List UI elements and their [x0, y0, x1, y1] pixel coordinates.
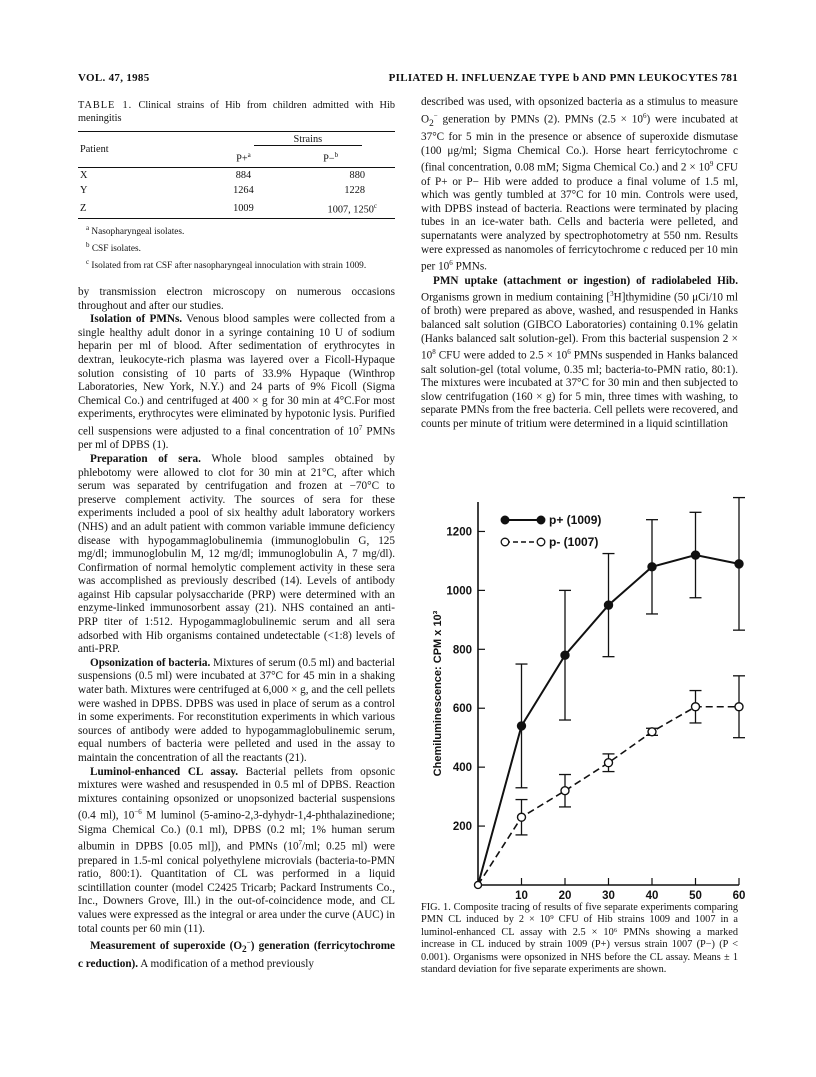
data-point-p-minus [605, 759, 613, 767]
paragraph-opsonization: Opsonization of bacteria. Mixtures of serum (0.5 ml) and bacterial suspensions (0.5 ml) were incubated at 37°C for 45 min in a shaking water bath. Mixtures were centrifuged at 6,000 × g, and the cell pellets were washed in DPBS. DPBS was used in place of serum as a control in some experiments. For reconstitution experiments in which various sources of antibody were added to hypogammaglobulinemic serum, equal numbers of bacteria were pelleted and used in the assay to maintain the concentration of all the reactants (21). [78, 656, 395, 765]
x-tick-label: 60 [732, 890, 746, 902]
y-tick-label: 600 [452, 703, 472, 716]
data-point-p-plus [735, 560, 743, 568]
cl-chart [421, 492, 751, 902]
paragraph: by transmission electron microscopy on numerous occasions throughout and after our studies. [78, 286, 395, 312]
data-point-p-plus [518, 722, 526, 730]
page-number: 781 [720, 72, 738, 84]
data-point-p-plus [692, 551, 700, 559]
col-strains: Strains [221, 132, 395, 148]
x-tick-label: 50 [689, 890, 702, 902]
table1-footnotes: $^a$ Nasopharyngeal isolates. $^b$ CSF isolates. $^c$ Isolated from rat CSF after nasopharyngeal innoculation with strain 1009. [86, 223, 367, 272]
col-patient: Patient [78, 132, 221, 168]
right-column [421, 96, 738, 432]
running-header [78, 72, 738, 88]
col-p-minus: P−$^b$ [266, 148, 395, 168]
table1 [78, 131, 395, 219]
x-tick-label: 10 [515, 890, 528, 902]
legend-marker [537, 538, 545, 546]
data-point-p-plus [605, 601, 613, 609]
x-tick-label: 30 [602, 890, 615, 902]
y-tick-label: 200 [452, 821, 472, 834]
y-tick-label: 800 [452, 644, 472, 657]
volume-label: VOL. 47, 1985 [78, 72, 150, 84]
left-column [78, 96, 395, 971]
data-point-p-minus [735, 703, 743, 711]
x-tick-label: 20 [558, 890, 572, 902]
legend-marker [537, 516, 545, 524]
x-tick-label: 40 [645, 890, 659, 902]
data-point-p-plus [561, 651, 569, 659]
y-tick-label: 1200 [446, 526, 472, 539]
table-row: Y 1264 1228 [80, 185, 365, 197]
legend-label: p+ (1009) [549, 513, 602, 527]
data-point-p-minus [692, 703, 700, 711]
y-tick-label: 1000 [446, 585, 472, 598]
paragraph-isolation: Isolation of PMNs. Venous blood samples were collected from a single healthy adult donor in a syringe containing 10 U of sodium heparin per ml of blood. After sedimentation of erythrocytes in dextran, leukocyte-rich plasma was layered over a Ficoll-Hypaque solution consisting of 10 parts of 33.9% Hypaque (Winthrop Laboratories, New York, N.Y.) and 24 parts of 9% Ficoll (Sigma Chemical Co.) and centrifuged at 400 × g for 30 min at 4°C.For most experiments, erythrocytes were eliminated by hypotonic lysis. Purified cell suspensions were adjusted to a final concentration of $10^7$ PMNs per ml of DPBS (1). [78, 313, 396, 452]
figure-caption: FIG. 1. Composite tracing of results of five separate experiments comparing PMN CL induced by 2 × 10⁹ CFU of Hib strains 1009 and 1007 in a luminol-enhanced CL assay with 2.5 × 10⁶ PMNs showing a marked increase in CL induced by strain 1009 (P+) versus strain 1007 (P−) (P < 0.001). Organisms were opsonized in NHS before the CL assay. Means ± 1 standard deviation for five separate experiments are shown. [421, 902, 738, 976]
legend-marker [501, 538, 509, 546]
origin-point [475, 882, 482, 889]
col-p-plus: P+$^a$ [221, 148, 267, 168]
paragraph-sera: Preparation of sera. Whole blood samples obtained by phlebotomy were allowed to clot for 30 min at 21°C, after which serum was separated by centrifugation and frozen at −70°C to preserve complement activity. The sources of sera for these experiments included a pool of six healthy adult laboratory workers (NHS) and an adult patient with common variable immune deficiency disease with hypogammaglobulinemia (immunoglobulin G, 125 mg/dl; immunoglobulin M, 12 mg/dl; immunoglobulin A, 7 mg/dl). Confirmation of normal hemolytic complement activity in these sera was accomplished as previously described (14). Levels of antibody against Hib capsular polysaccharide (PRP) were determined with an enzyme-linked immunosorbent assay (21). NHS contained an anti-PRP titer of 1:512. Hypogammaglobulinemic serum and all sera adsorbed with Hib organisms contained undetectable (<1:8) levels of anti-PRP. [78, 452, 395, 656]
table-row: X 884 880 [80, 169, 365, 181]
y-axis-title: Chemiluminescence: CPM x 10³ [432, 610, 444, 777]
data-point-p-plus [648, 563, 656, 571]
running-title: PILIATED H. INFLUENZAE TYPE b AND PMN LEUKOCYTES [388, 72, 718, 84]
data-point-p-minus [518, 813, 526, 821]
table-row: Z 1009 1007, 1250$^c$ [78, 199, 395, 219]
figure-1 [421, 492, 751, 902]
data-point-p-minus [648, 728, 656, 736]
paragraph-cl-assay: Luminol-enhanced CL assay. Bacterial pellets from opsonic mixtures were washed and resuspended in 0.5 ml of DPBS. Reaction mixtures containing opsonized or unopsonized bacterial suspensions (0.4 ml), $10^{-6}$ M luminol (5-amino-2,3-dyhydr-1,4-phthalazinedione; Sigma Chemical Co.) (0.1 ml), DPBS (0.2 ml; 1% human serum albumin in DPBS [0.05 ml]), and PMNs ($10^7/ml$; 0.25 ml) were prepared in 1.5-ml conical polyethylene microvials (bacteria-to-PMN ratio, 800:1). Quantitation of CL was performed in a liquid scintillation counter (model C2425 Tricarb; Packard Instruments Co., Inc., Downers Grove, Ill.) in the out-of-coincidence mode, and CL values were expressed as the integral or area under the curve (AUC) in total counts per 60 min (11). [78, 765, 395, 935]
table1-caption: TABLE 1. Clinical strains of Hib from children admitted with Hib meningitis [78, 100, 395, 124]
legend-label: p- (1007) [549, 535, 599, 549]
y-tick-label: 400 [452, 762, 472, 775]
series-line-p-minus [478, 707, 739, 885]
paragraph-superoxide: Measurement of superoxide $(O_2^-)$ generation (ferricytochrome c reduction). A modification of a method previously [78, 938, 395, 970]
paragraph-uptake: PMN uptake (attachment or ingestion) of radiolabeled Hib. Organisms grown in medium containing [$^3$H]thymidine (50 μCi/10 ml of broth) were prepared as above, washed, and resuspended in Hanks balanced salt solution (GIBCO Laboratories) containing 0.1% gelatin (Hanks balanced salt solution-gel). From this bacterial suspension $2 \times 10^8$ CFU were added to $2.5 \times 10^6$ PMNs suspended in Hanks balanced salt solution-gel (total volume, 0.35 ml; bacteria-to-PMN ratio, 80:1). The mixtures were incubated at 37°C for 30 min and then subjected to slow centrifugation (160 × g) for 5 min, three times with washing, to separate PMNs from the free bacteria. Cell pellets were recovered, and counts per minute of tritium were determined in a liquid scintillation [421, 274, 739, 430]
paragraph-superoxide-cont: described was used, with opsonized bacteria as a stimulus to measure $O_2^-$ generation by PMNs (2). PMNs $(2.5 \times 10^6)$ were incubated at 37°C for 5 min in the presence or absence of superoxide dismutase (100 μg/ml; Sigma Chemical Co.). Horse heart ferricytochrome c (final concentration, 0.08 mM; Sigma Chemical Co.) and $2 \times 10^9$ CFU of P+ or P− Hib were added to produce a final volume of 1.5 ml, which was gently tumbled at 37°C for 10 min. Controls were used, with DPBS instead of bacteria. Reactions were terminated by placing tubes in an ice-water bath. Cells and bacteria were pelleted, and supernatants were analyzed by spectrophotometry at 550 nm. Results were expressed as nanomoles of ferricytochrome c reduced per 10 min per $10^6$ PMNs. [421, 96, 739, 273]
data-point-p-minus [561, 787, 569, 795]
legend-marker [501, 516, 509, 524]
